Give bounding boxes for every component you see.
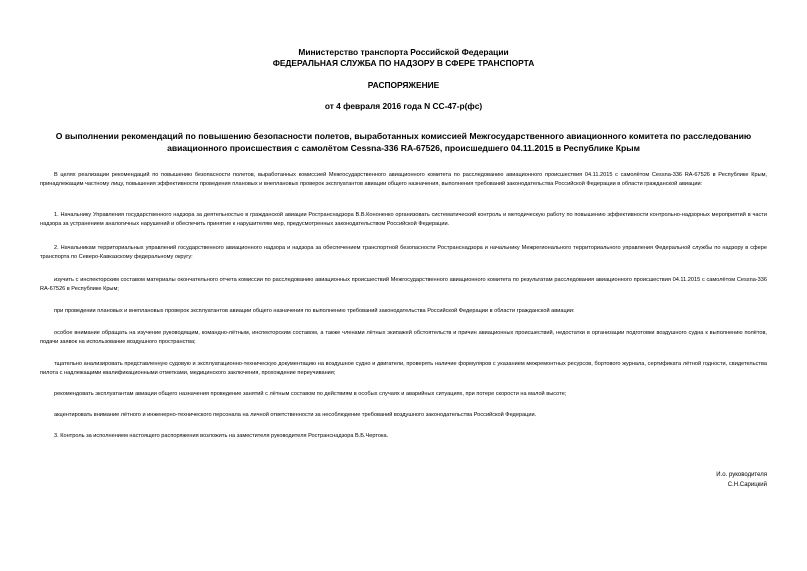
item-2-paragraph: 2. Начальникам территориальных управлений государственного авиационного надзора и надзора за обеспечением транспортной безопасности Ространснадзора и начальнику Межрегионального территориального управления Федеральной службы по надзору в сфере транспорта по Северо-Кавказскому федеральному округу: [40, 245, 767, 260]
subitem-inspections: при проведении плановых и внеплановых проверок эксплуатантов авиации общего назначения по выполнению требований законодательства Российской Федерации в области гражданской авиации: [54, 308, 575, 314]
item-1-paragraph: 1. Начальнику Управления государственного надзора за деятельностью в гражданской авиации Ространснадзора В.В.Кононенко организовать систематический контроль и методическую работу по повышению эффективности контрольно-надзорных мероприятий в части надзора за устранением аналогичных нарушений и обеспечить принятие к нарушителям мер, предусмотренных законодательством Российской Федерации. [40, 212, 767, 227]
document-title: О выполнении рекомендаций по повышению безопасности полетов, выработанных комиссией Межгосударственного авиационного комитета по расследованию авиационного происшествия с самолётом Cessna-336 RA-67526, происшедшего 04.11.2015 в Республике Крым [55, 131, 752, 153]
signatory-position: И.о. руководителя [716, 472, 767, 478]
subitem-responsibility: акцентировать внимание лётного и инженерно-технического персонала на личной ответственности за несоблюдение требований воздушного законодательства Российской Федерации. [54, 412, 537, 418]
document-date: от 4 февраля 2016 года N СС-47-р(фс) [324, 101, 483, 111]
subitem-special-attention: особое внимание обращать на изучение руководящим, командно-лётным, инспекторским составом, а также членами лётных экипажей обстоятельств и причин авиационных происшествий, недостатки в организации подготовки воздушного судна к выполнению полётов, подачи заявок на использование воздушного пространства; [40, 330, 767, 345]
subitem-analyze-docs: тщательно анализировать представленную судовую и эксплуатационно-техническую документацию на воздушное судно и двигатели, проверять наличие формуляров с указанием межремонтных ресурсов, бортового журнала, сертификата лётной годности, свидетельства пилота с надлежащими квалификационными отметками, медицинского заключения, прохождение переучивания; [40, 361, 767, 376]
subitem-study-report: изучить с инспекторским составом материалы окончательного отчета комиссии по расследованию авиационных происшествий Межгосударственного авиационного комитета по результатам расследования авиационного происшествия 04.11.2015 с самолётом Cessna-336 RA-67526 в Республике Крым; [40, 277, 767, 292]
preamble-paragraph: В целях реализации рекомендаций по повышению безопасности полетов, выработанных комиссией Межгосударственного авиационного комитета по расследованию авиационного происшествия 04.11.2015 с самолётом Cessna-336 RA-67526 в Республике Крым, принадлежащим частному лицу, повышения эффективности проведения плановых и внеплановых проверок эксплуатантов авиации общего назначения, выполнения требований законодательства Российской Федерации в области гражданской авиации: [40, 172, 767, 187]
subitem-recommend-training: рекомендовать эксплуатантам авиации общего назначения проведение занятий с лётным составом по действиям в особых случаях и аварийных ситуациях, при потере скорости на малой высоте; [54, 391, 567, 397]
ministry-name: Министерство транспорта Российской Федерации [298, 47, 509, 57]
signatory-name: С.Н.Сарицкий [727, 482, 767, 488]
item-3-paragraph: 3. Контроль за исполнением настоящего распоряжения возложить на заместителя руководителя Ространснадзора В.Б.Чертока. [54, 433, 389, 439]
service-name: ФЕДЕРАЛЬНАЯ СЛУЖБА ПО НАДЗОРУ В СФЕРЕ ТРАНСПОРТА [272, 58, 535, 68]
document-type: РАСПОРЯЖЕНИЕ [367, 80, 440, 90]
